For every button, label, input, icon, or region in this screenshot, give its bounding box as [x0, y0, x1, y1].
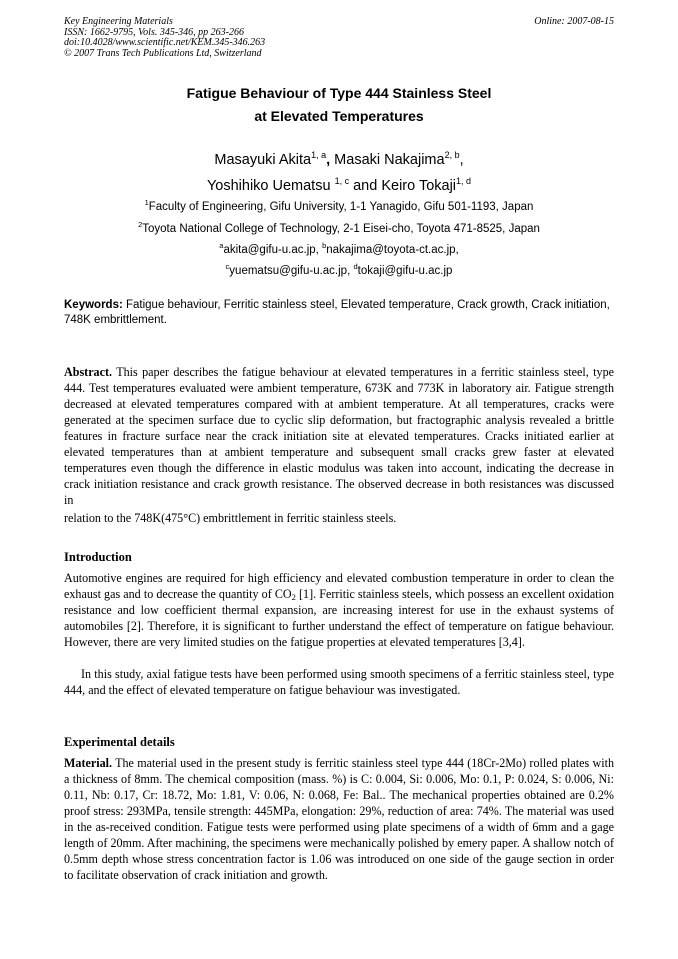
title-line-1: Fatigue Behaviour of Type 444 Stainless Steel — [186, 85, 492, 101]
title-line-2: at Elevated Temperatures — [254, 108, 424, 124]
author-name: Keiro Tokaji — [381, 178, 457, 194]
issn-line: ISSN: 1662-9795, Vols. 345-346, pp 263-266 — [64, 26, 244, 38]
material-text: The material used in the present study is ferritic stainless steel type 444 (18Cr-2Mo) rolled plates with a thickness of 8mm. The chemical composition (mass. %) is C: 0.004, Si: 0.006, Mo: 0.1, P: 0.024, S: 0.006, Ni: 0.11, Nb: 0.17, Cr: 18.72, Mo: 1.81, V: 0.06, N: 0.068, Fe: Bal.. The mechanical properties obtained are 0.2% proof stress: 293MPa, tensile strength: 445MPa, elongation: 29%, reduction of area: 74%. The material was used in the as-received condition. Fatigue tests were performed using plate specimens of a width of 6mm and a gage length of 20mm. After machining, the specimens were mechanically polished by emery paper. A shallow notch of 0.5mm depth whose stress concentration factor is 1.06 was introduced on one side of the gauge section in order to facilitate observation of crack initiation and growth. — [64, 756, 614, 882]
email-mark: d — [353, 262, 358, 271]
copyright-line: © 2007 Trans Tech Publications Ltd, Switzerland — [64, 47, 262, 59]
email-mark: c — [225, 262, 230, 271]
co2-subscript: 2 — [291, 592, 296, 602]
author-affil-mark: 2, b — [444, 150, 460, 160]
author-name: Masaki Nakajima — [334, 152, 445, 168]
author-line-2 — [0, 173, 678, 199]
online-date: Online: 2007-08-15 — [534, 16, 614, 27]
email-uematsu[interactable]: yuematsu@gifu-u.ac.jp, — [229, 265, 354, 277]
email-mark: a — [219, 241, 224, 250]
author-conjunction: and — [349, 178, 382, 194]
email-line-2 — [0, 264, 678, 278]
author-list — [0, 147, 678, 199]
author-affil-mark: 1, a — [311, 150, 327, 160]
introduction-paragraph-1 — [64, 570, 614, 650]
email-nakajima[interactable]: nakajima@toyota-ct.ac.jp, — [326, 244, 459, 256]
keywords-label: Keywords: — [64, 299, 123, 311]
author-name: Yoshihiko Uematsu — [206, 178, 335, 194]
abstract — [64, 364, 614, 508]
abstract-text: This paper describes the fatigue behaviour at elevated temperatures in a ferritic stainless steel, type 444. Test temperatures evaluated were ambient temperature, 673K and 773K in laboratory air. Fatigue strength decreased at elevated temperatures compared with at ambient temperature. At all temperatures, cracks were generated at the specimen surface due to cyclic slip deformation, but fractographic analysis revealed a brittle features in fracture surface near the crack initiation site at elevated temperatures. Cracks initiated earlier at elevated temperatures than at ambient temperature and subsequent small cracks grew faster at elevated temperatures even though the difference in elastic modulus was taken into account, indicating the decrease in crack initiation resistance and crack growth resistance. The observed decrease in both resistances was discussed in — [64, 365, 614, 507]
affil-text: Toyota National College of Technology, 2-1 Eisei-cho, Toyota 471-8525, Japan — [142, 223, 540, 235]
email-tokaji[interactable]: tokaji@gifu-u.ac.jp — [357, 265, 453, 277]
intro-text: [1]. Ferritic stainless steels, which possess an excellent oxidation resistance and low coefficient thermal expansion, are increasing interest for use in the exhaust systems of automobiles [2]. Therefore, it is significant to further understand the effect of temperature on fatigue behaviour. However, there are very limited studies on the fatigue properties at elevated temperatures [3,4]. — [64, 587, 614, 649]
email-akita[interactable]: akita@gifu-u.ac.jp, — [223, 244, 323, 256]
affil-mark: 1 — [144, 198, 149, 207]
abstract-last-line: relation to the 748K(475°C) embrittlement in ferritic stainless steels. — [64, 511, 397, 525]
introduction-heading: Introduction — [64, 550, 132, 564]
keywords — [64, 298, 614, 328]
doi-line: doi:10.4028/www.scientific.net/KEM.345-346.263 — [64, 37, 266, 48]
author-name: Masayuki Akita — [214, 152, 312, 168]
material-paragraph — [64, 755, 614, 883]
keywords-text: Fatigue behaviour, Ferritic stainless steel, Elevated temperature, Crack growth, Crack initiation, 748K embrittlement. — [64, 299, 610, 326]
journal-name: Key Engineering Materials — [64, 16, 173, 27]
paper-title — [0, 82, 678, 128]
author-affil-mark: 1, c — [334, 176, 350, 186]
introduction-paragraph-2: In this study, axial fatigue tests have been performed using smooth specimens of a ferritic stainless steel, type 444, and the effect of elevated temperature on fatigue behaviour was investigated. — [64, 667, 614, 697]
author-line-1: Masayuki Akita$^{1, a}$, Masaki Nakajima$^{2, b}$, — [214, 150, 464, 168]
email-line-1 — [0, 243, 678, 257]
affil-mark: 2 — [138, 220, 143, 229]
intro-text: Automotive engines are required for high efficiency and elevated combustion temperature in order to clean the exhaust gas and to decrease the quantity of CO — [64, 571, 614, 601]
abstract-label: Abstract. — [64, 365, 113, 379]
author-affil-mark: 1, d — [456, 176, 472, 186]
affiliation-2 — [0, 222, 678, 236]
material-label: Material. — [64, 756, 113, 770]
journal-header — [64, 17, 265, 59]
experimental-heading: Experimental details — [64, 735, 175, 749]
affil-text: Faculty of Engineering, Gifu University, 1-1 Yanagido, Gifu 501-1193, Japan — [148, 201, 534, 213]
affiliation-1 — [0, 200, 678, 214]
email-mark: b — [322, 241, 327, 250]
